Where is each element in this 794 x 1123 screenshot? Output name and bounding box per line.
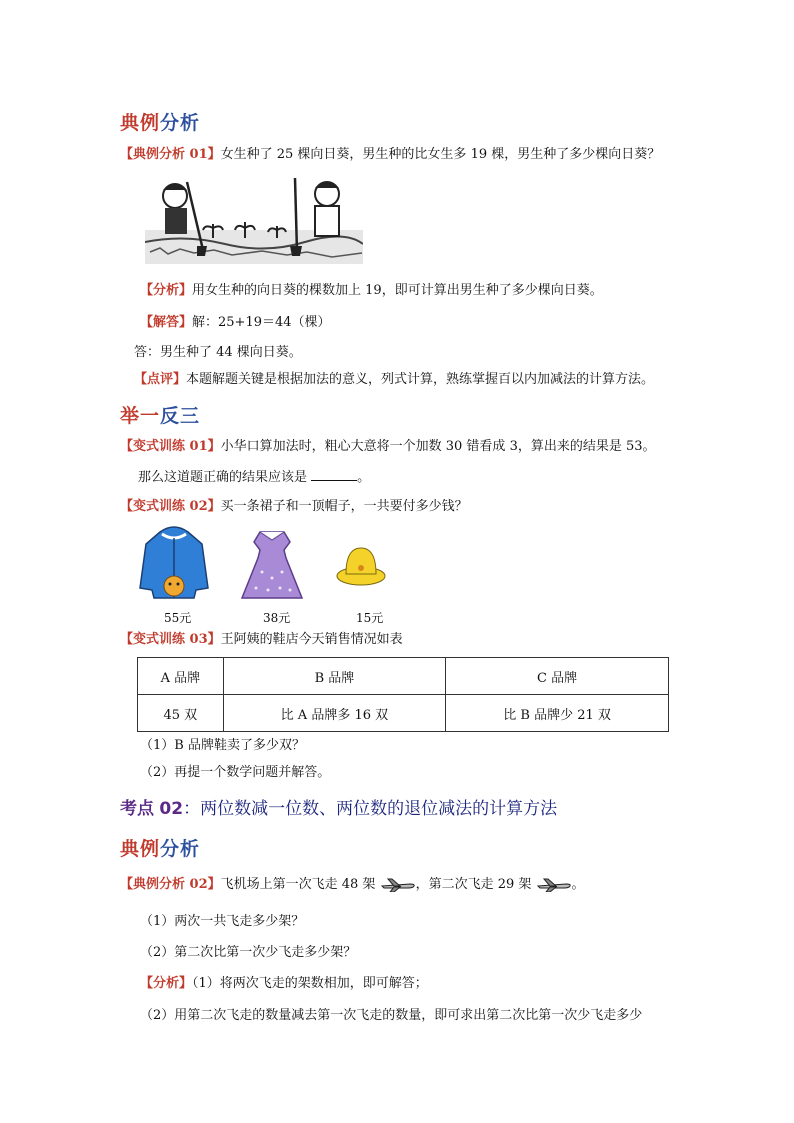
- example-01-text: 女生种了 25 棵向日葵，男生种的比女生多 19 棵，男生种了多少棵向日葵？: [220, 147, 661, 162]
- table-cell: 比 B 品牌少 21 双: [446, 695, 669, 732]
- practice-02-tag: 【变式训练 02】: [120, 499, 221, 514]
- practice-03-q2: （2）再提一个数学问题并解答。: [140, 765, 331, 780]
- children-planting-illustration: [145, 172, 363, 264]
- section-title-practice: [120, 401, 200, 428]
- example-01-question: [120, 146, 660, 164]
- table-header-cell: B 品牌: [223, 658, 446, 695]
- kaodian-text: ：两位数减一位数、两位数的退位减法的计算方法: [183, 799, 558, 819]
- table-cell: 比 A 品牌多 16 双: [223, 695, 446, 732]
- answer-text: 解：25+19＝44（棵）: [192, 315, 331, 330]
- practice-02-text: 买一条裙子和一顶帽子，一共要付多少钱？: [220, 499, 468, 514]
- table-row: [138, 658, 669, 695]
- example-02-text-c: 。: [571, 877, 585, 892]
- hat-icon: [336, 544, 386, 588]
- example-02-analysis1: [140, 975, 428, 993]
- period: 。: [357, 470, 371, 485]
- sales-table: [137, 657, 669, 732]
- comment-tag: 【点评】: [134, 372, 187, 387]
- dress-price: 38元: [263, 611, 291, 625]
- airplane-icon: [380, 878, 416, 892]
- airplane-icon: [536, 878, 572, 892]
- answer-tag: 【解答】: [140, 315, 193, 330]
- dress-icon: [240, 528, 304, 602]
- title-part-b: 反三: [160, 405, 201, 427]
- example-02-tag: 【典例分析 02】: [120, 877, 221, 892]
- jacket-icon: [138, 526, 210, 602]
- example-02-q2: （2）第二次比第一次少飞走多少架？: [140, 945, 357, 960]
- example-02-analysis2: （2）用第二次飞走的数量减去第一次飞走的数量，即可求出第二次比第一次少飞走多少: [140, 1008, 643, 1023]
- practice-03-text: 王阿姨的鞋店今天销售情况如表: [220, 632, 403, 647]
- table-header-cell: A 品牌: [138, 658, 224, 695]
- table-row: [138, 695, 669, 732]
- example-01-tag: 【典例分析 01】: [120, 147, 221, 162]
- example-02-q1: （1）两次一共飞走多少架？: [140, 914, 305, 929]
- practice-01-text: 小华口算加法时，粗心大意将一个加数 30 错看成 3，算出来的结果是 53。: [220, 439, 656, 454]
- example-02-text-b: ，第二次飞走 29 架: [415, 877, 532, 892]
- table-cell: 45 双: [138, 695, 224, 732]
- title-part-a: 典例: [120, 838, 161, 860]
- hat-price: 15元: [356, 611, 384, 625]
- kaodian-heading: [120, 794, 557, 819]
- analysis-tag: 【分析】: [140, 976, 193, 991]
- jacket-price: 55元: [164, 611, 192, 625]
- example-01-analysis: [140, 282, 603, 300]
- table-header-cell: C 品牌: [446, 658, 669, 695]
- practice-02-question: [120, 498, 468, 516]
- title-part-b: 分析: [160, 112, 201, 134]
- practice-01-line1: [120, 438, 656, 456]
- practice-03-tag: 【变式训练 03】: [120, 632, 221, 647]
- example-01-answer: [140, 314, 331, 332]
- example-02-text-a: 飞机场上第一次飞走 48 架: [220, 877, 376, 892]
- example-01-comment: [134, 371, 654, 389]
- practice-01-line2-text: 那么这道题正确的结果应该是: [138, 470, 308, 485]
- title-part-a: 典例: [120, 112, 161, 134]
- section-title-example-analysis-2: [120, 834, 200, 861]
- practice-01-tag: 【变式训练 01】: [120, 439, 221, 454]
- kaodian-label: 考点: [120, 799, 154, 819]
- section-title-example-analysis: [120, 108, 200, 135]
- title-part-b: 分析: [160, 838, 201, 860]
- practice-03-question: [120, 631, 403, 649]
- practice-01-line2: [138, 468, 370, 487]
- example-01-reply: 答：男生种了 44 棵向日葵。: [134, 345, 302, 360]
- analysis-text: （1）将两次飞走的架数相加，即可解答；: [192, 976, 428, 991]
- example-02-question: [120, 876, 585, 894]
- analysis-text: 用女生种的向日葵的棵数加上 19，即可计算出男生种了多少棵向日葵。: [192, 283, 603, 298]
- kaodian-number: 02: [159, 799, 184, 819]
- title-part-a: 举一: [120, 405, 161, 427]
- comment-text: 本题解题关键是根据加法的意义，列式计算，熟练掌握百以内加减法的计算方法。: [186, 372, 655, 387]
- analysis-tag: 【分析】: [140, 283, 193, 298]
- practice-03-q1: （1）B 品牌鞋卖了多少双？: [140, 738, 305, 753]
- answer-blank[interactable]: [311, 468, 357, 481]
